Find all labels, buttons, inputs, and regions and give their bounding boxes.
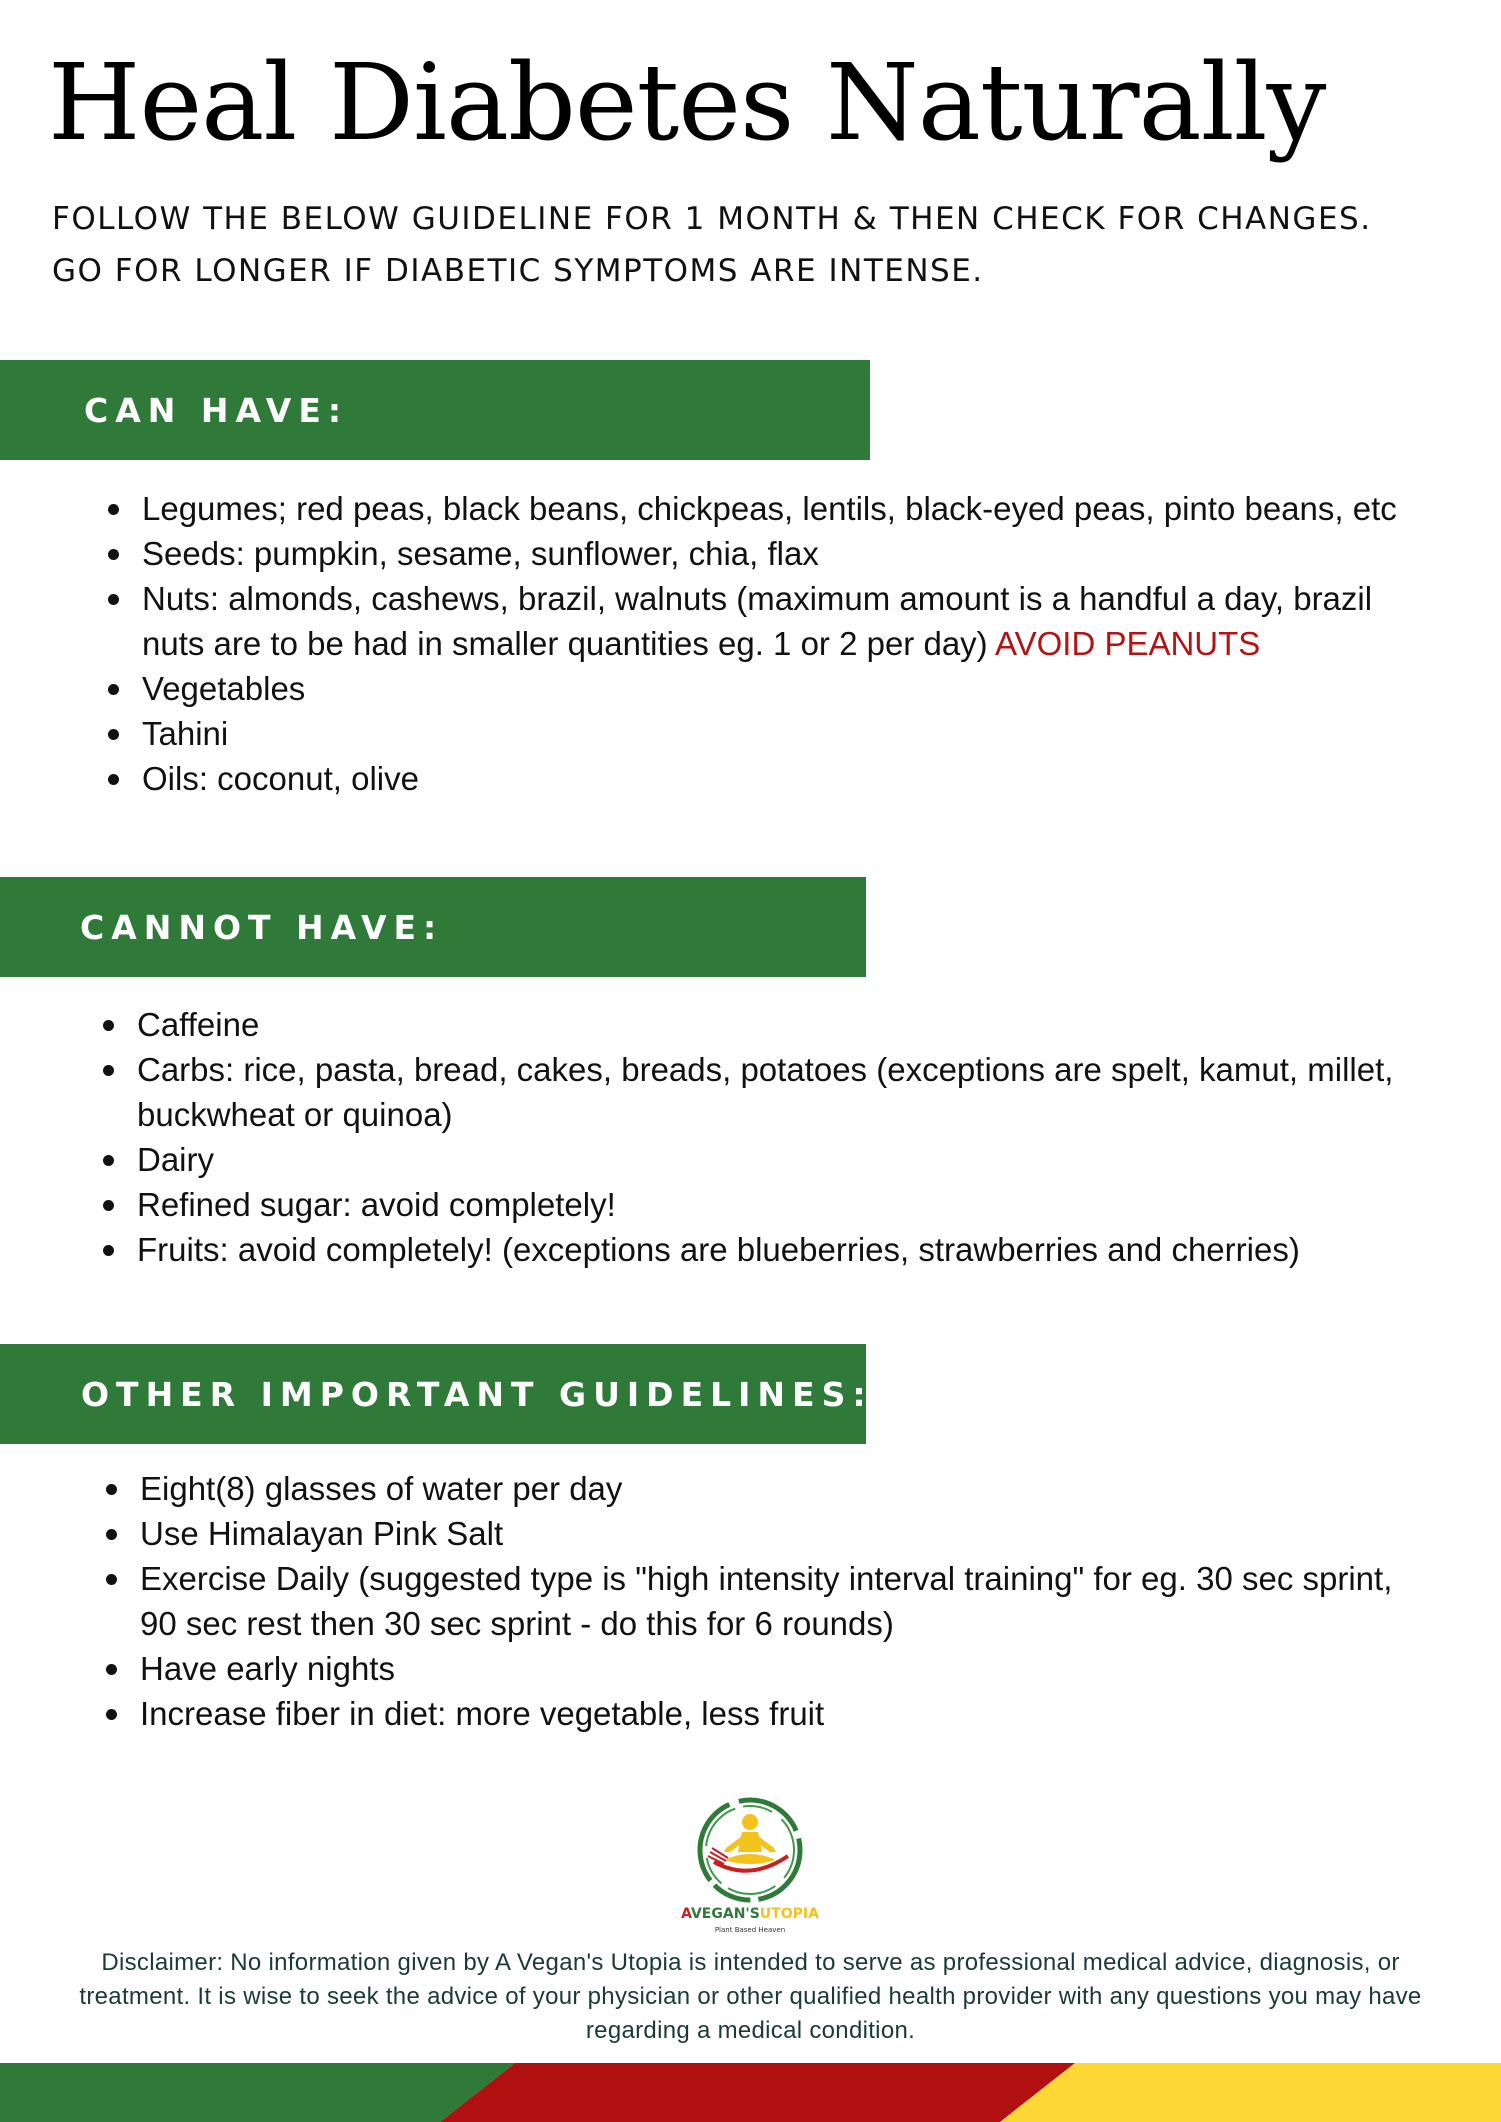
brand-logo (680, 1790, 820, 1938)
section-heading-other-guidelines: OTHER IMPORTANT GUIDELINES: (81, 1374, 873, 1414)
disclaimer-text: Disclaimer: No information given by A Vegan's Utopia is intended to serve as professional medical advice, diagnosis, or treatment. It is wise to seek the advice of your physician or other qualified health provider with any questions you may have regarding a medical condition. (79, 1949, 1422, 2044)
footer-stripe-yellow (1000, 2063, 1501, 2122)
section-bar-cannot-have (0, 877, 866, 977)
page-subtitle: FOLLOW THE BELOW GUIDELINE FOR 1 MONTH & THEN CHECK FOR CHANGES. GO FOR LONGER IF DIABETIC SYMPTOMS ARE INTENSE. (52, 201, 1372, 289)
section-heading-can-have: CAN HAVE: (84, 390, 349, 430)
page-title: Heal Diabetes Naturally (48, 41, 1326, 164)
list-can-have (106, 486, 1406, 801)
list-item: Vegetables (106, 666, 1406, 711)
brand-logo-tagline: Plant Based Heaven (714, 1926, 786, 1934)
list-item: Caffeine (101, 1002, 1401, 1047)
list-item: Oils: coconut, olive (106, 756, 1406, 801)
list-item: Legumes; red peas, black beans, chickpeas, lentils, black-eyed peas, pinto beans, etc (106, 486, 1406, 531)
list-item-text: Nuts: almonds, cashews, brazil, walnuts (maximum amount is a handful a day, brazil nuts are to be had in smaller quantities eg. 1 or 2 per day) (142, 580, 1373, 662)
list-item: Carbs: rice, pasta, bread, cakes, breads, potatoes (exceptions are spelt, kamut, millet, buckwheat or quinoa) (101, 1047, 1401, 1137)
list-item: Eight(8) glasses of water per day (104, 1466, 1404, 1511)
svg-text:AVEGAN'SUTOPIA (681, 1906, 819, 1922)
list-item: Fruits: avoid completely! (exceptions are blueberries, strawberries and cherries) (101, 1227, 1401, 1272)
list-item: Use Himalayan Pink Salt (104, 1511, 1404, 1556)
brand-logo-vegans: VEGAN'S (690, 1906, 760, 1922)
brand-logo-utopia: UTOPIA (759, 1906, 819, 1922)
list-item: Have early nights (104, 1646, 1404, 1691)
list-cannot-have (101, 1002, 1401, 1272)
footer-color-stripes (0, 2063, 1501, 2122)
section-bar-can-have (0, 360, 870, 460)
list-item: Tahini (106, 711, 1406, 756)
list-item: Dairy (101, 1137, 1401, 1182)
list-other-guidelines (104, 1466, 1404, 1736)
footer-stripe-green (0, 2063, 515, 2122)
section-heading-cannot-have: CANNOT HAVE: (80, 907, 444, 947)
meditating-figure-logo-icon (680, 1790, 820, 1938)
list-item (106, 576, 1406, 666)
section-bar-other-guidelines (0, 1344, 873, 1444)
avoid-peanuts-warning: AVOID PEANUTS (995, 625, 1261, 662)
brand-logo-a: A (681, 1906, 691, 1922)
list-item: Seeds: pumpkin, sesame, sunflower, chia, flax (106, 531, 1406, 576)
list-item: Exercise Daily (suggested type is "high intensity interval training" for eg. 30 sec sprint, 90 sec rest then 30 sec sprint - do this for 6 rounds) (104, 1556, 1404, 1646)
list-item: Refined sugar: avoid completely! (101, 1182, 1401, 1227)
footer-stripe-red (440, 2063, 1075, 2122)
list-item: Increase fiber in diet: more vegetable, less fruit (104, 1691, 1404, 1736)
